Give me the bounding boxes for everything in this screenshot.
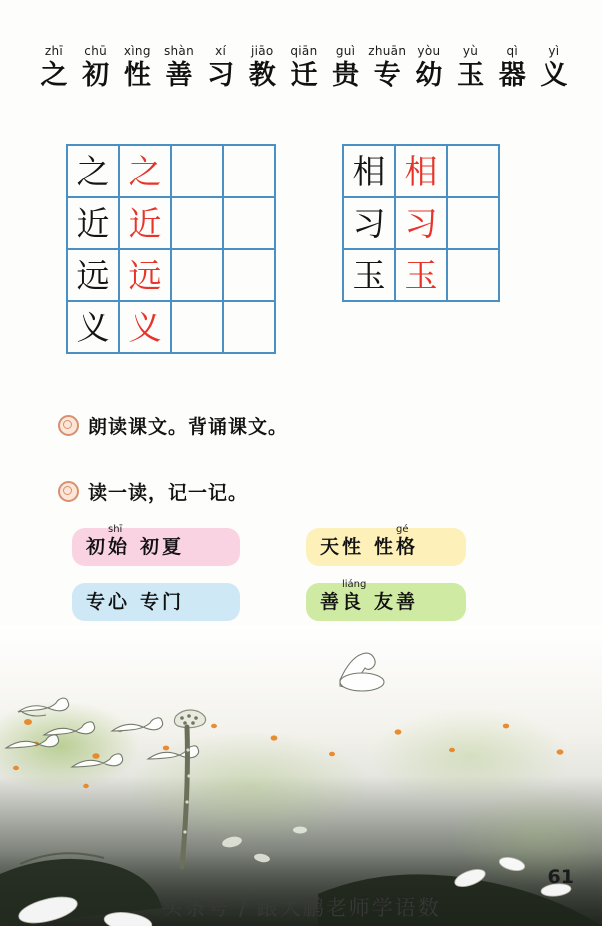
model-character: 之 bbox=[76, 151, 110, 191]
grid-cell-model bbox=[344, 250, 396, 302]
trace-character: 之 bbox=[128, 151, 162, 191]
word-pinyin: shī bbox=[108, 524, 123, 535]
grid-row bbox=[68, 250, 276, 302]
flower-bullet-icon bbox=[58, 481, 79, 502]
grid-row bbox=[68, 302, 276, 354]
hanzi-glyph: 之 bbox=[40, 60, 68, 91]
char-cell bbox=[326, 44, 366, 91]
hanzi-glyph: 幼 bbox=[415, 60, 443, 91]
illustration-svg bbox=[0, 626, 602, 926]
word-hanzi: 天性 bbox=[320, 536, 365, 558]
pinyin-label: yòu bbox=[417, 44, 441, 58]
model-character: 相 bbox=[352, 151, 386, 191]
trace-character: 远 bbox=[128, 255, 162, 295]
grid-cell-trace bbox=[396, 250, 448, 302]
writing-grid-right bbox=[342, 144, 500, 302]
char-cell bbox=[367, 44, 407, 91]
word-hanzi: 性格 bbox=[374, 536, 419, 558]
pinyin-label: yù bbox=[462, 44, 479, 58]
word-item bbox=[140, 536, 184, 558]
hanzi-glyph: 习 bbox=[207, 60, 235, 91]
char-cell bbox=[242, 44, 282, 91]
grid-cell-blank[interactable] bbox=[224, 198, 276, 250]
trace-character: 义 bbox=[128, 307, 162, 347]
pinyin-label: qì bbox=[506, 44, 518, 58]
hanzi-glyph: 教 bbox=[248, 60, 276, 91]
hanzi-glyph: 玉 bbox=[457, 60, 485, 91]
grid-row bbox=[68, 198, 276, 250]
pinyin-label: zhuān bbox=[368, 44, 407, 58]
hanzi-glyph: 贵 bbox=[332, 60, 360, 91]
watermark-text: 头条号 / 跟大鹏老师学语数 bbox=[161, 896, 441, 920]
hanzi-glyph: 善 bbox=[165, 60, 193, 91]
illustration-pond-geese bbox=[0, 626, 602, 926]
trace-character: 近 bbox=[128, 203, 162, 243]
pinyin-label: shàn bbox=[163, 44, 194, 58]
task-item-read-aloud bbox=[58, 412, 288, 439]
writing-grid-left bbox=[66, 144, 276, 354]
grid-row bbox=[344, 146, 500, 198]
hanzi-glyph: 初 bbox=[82, 60, 110, 91]
char-cell bbox=[451, 44, 491, 91]
model-character: 近 bbox=[76, 203, 110, 243]
hanzi-glyph: 专 bbox=[373, 60, 401, 91]
task-label: 朗读课文。背诵课文。 bbox=[88, 416, 289, 438]
grid-row bbox=[344, 198, 500, 250]
grid-cell-blank[interactable] bbox=[448, 198, 500, 250]
model-character: 习 bbox=[352, 203, 386, 243]
pinyin-label: jiāo bbox=[250, 44, 274, 58]
grid-cell-trace bbox=[120, 250, 172, 302]
grid-cell-blank[interactable] bbox=[224, 302, 276, 354]
word-hanzi: 专心 bbox=[86, 591, 131, 613]
model-character: 玉 bbox=[352, 255, 386, 295]
grid-cell-model bbox=[344, 146, 396, 198]
word-pinyin: liáng bbox=[342, 579, 367, 590]
word-hanzi: 专门 bbox=[140, 591, 185, 613]
pinyin-label: zhī bbox=[44, 44, 64, 58]
pinyin-label: qiān bbox=[290, 44, 318, 58]
word-item bbox=[86, 591, 130, 613]
word-item bbox=[86, 524, 131, 558]
grid-cell-blank[interactable] bbox=[224, 250, 276, 302]
grid-cell-trace bbox=[396, 198, 448, 250]
grid-cell-model bbox=[68, 198, 120, 250]
grid-cell-blank[interactable] bbox=[448, 250, 500, 302]
char-cell bbox=[159, 44, 199, 91]
word-item bbox=[374, 524, 419, 558]
word-card-blue bbox=[72, 583, 240, 621]
word-hanzi: 初始 bbox=[86, 536, 131, 558]
hanzi-glyph: 性 bbox=[123, 60, 151, 91]
char-cell bbox=[284, 44, 324, 91]
grid-cell-model bbox=[68, 302, 120, 354]
task-item-read-and-remember bbox=[58, 478, 248, 505]
pinyin-label: xí bbox=[215, 44, 227, 58]
word-pinyin: gé bbox=[396, 524, 409, 535]
word-item bbox=[320, 579, 367, 613]
grid-cell-blank[interactable] bbox=[224, 146, 276, 198]
char-cell bbox=[492, 44, 532, 91]
word-card-green bbox=[306, 579, 466, 621]
grid-row bbox=[68, 146, 276, 198]
char-cell bbox=[409, 44, 449, 91]
grid-cell-model bbox=[68, 146, 120, 198]
pinyin-character-row bbox=[34, 44, 574, 91]
word-hanzi: 初夏 bbox=[140, 536, 185, 558]
grid-row bbox=[344, 250, 500, 302]
grid-cell-model bbox=[344, 198, 396, 250]
word-item bbox=[140, 591, 184, 613]
word-hanzi: 友善 bbox=[374, 591, 419, 613]
char-cell bbox=[534, 44, 574, 91]
grid-cell-blank[interactable] bbox=[172, 198, 224, 250]
pinyin-label: guì bbox=[335, 44, 356, 58]
char-cell bbox=[34, 44, 74, 91]
grid-cell-blank[interactable] bbox=[172, 146, 224, 198]
grid-cell-model bbox=[68, 250, 120, 302]
model-character: 义 bbox=[76, 307, 110, 347]
word-hanzi: 善良 bbox=[320, 591, 365, 613]
grid-cell-blank[interactable] bbox=[448, 146, 500, 198]
grid-cell-trace bbox=[120, 198, 172, 250]
char-cell bbox=[76, 44, 116, 91]
char-cell bbox=[201, 44, 241, 91]
grid-cell-blank[interactable] bbox=[172, 302, 224, 354]
grid-cell-trace bbox=[396, 146, 448, 198]
grid-cell-trace bbox=[120, 146, 172, 198]
flower-bullet-icon bbox=[58, 415, 79, 436]
word-card-yellow bbox=[306, 524, 466, 566]
pinyin-label: chū bbox=[84, 44, 108, 58]
hanzi-glyph: 义 bbox=[540, 60, 568, 91]
pinyin-label: yì bbox=[548, 44, 560, 58]
word-item bbox=[320, 536, 364, 558]
hanzi-glyph: 迁 bbox=[290, 60, 318, 91]
word-item bbox=[374, 591, 418, 613]
grid-cell-blank[interactable] bbox=[172, 250, 224, 302]
model-character: 远 bbox=[76, 255, 110, 295]
trace-character: 玉 bbox=[404, 255, 438, 295]
word-card-pink bbox=[72, 524, 240, 566]
task-label: 读一读，记一记。 bbox=[88, 482, 249, 504]
char-cell bbox=[117, 44, 157, 91]
grid-cell-trace bbox=[120, 302, 172, 354]
page-number: 61 bbox=[547, 866, 574, 888]
hanzi-glyph: 器 bbox=[498, 60, 526, 91]
trace-character: 相 bbox=[404, 151, 438, 191]
pinyin-label: xìng bbox=[123, 44, 151, 58]
trace-character: 习 bbox=[404, 203, 438, 243]
